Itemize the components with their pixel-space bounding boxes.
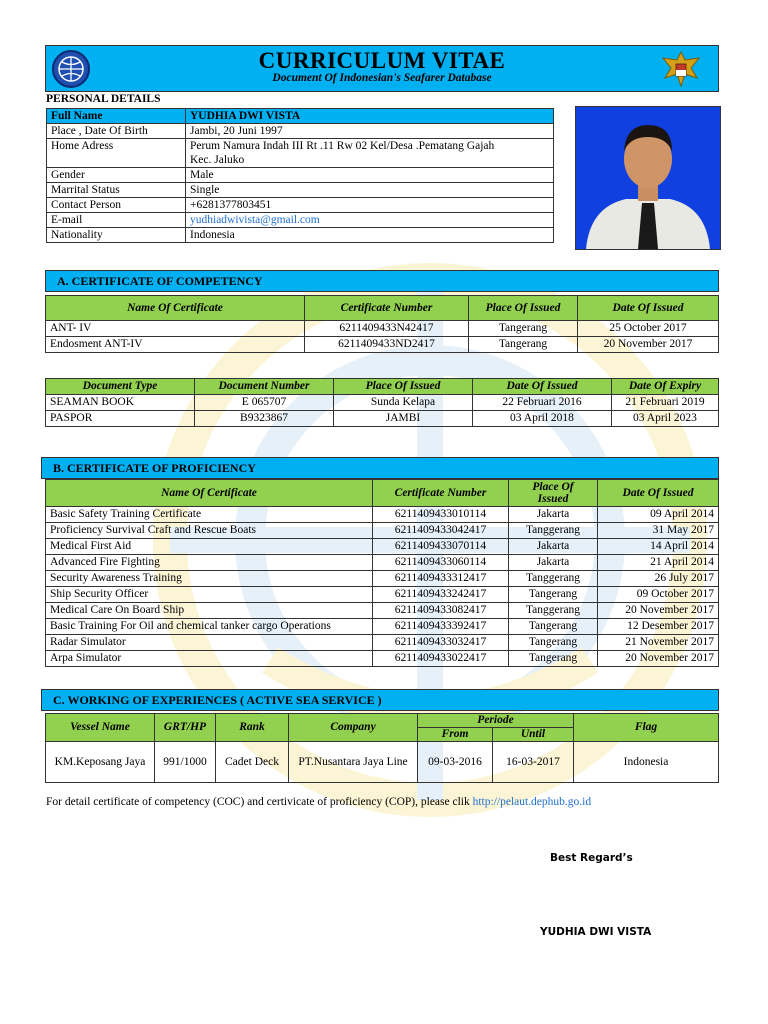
table-row (47, 139, 554, 168)
table-cell: 03 April 2018 (473, 411, 612, 427)
column-header (509, 480, 598, 507)
column-header: Vessel Name (46, 714, 155, 742)
table-cell: Medical Care On Board Ship (46, 603, 373, 619)
column-header: GRT/HP (155, 714, 216, 742)
table-header-row (46, 480, 719, 507)
table-cell: B9323867 (195, 411, 334, 427)
column-header: Document Number (195, 379, 334, 395)
table-cell: 21 April 2014 (598, 555, 719, 571)
table-cell: Tangerang (469, 321, 578, 337)
table-cell: Tangerang (509, 619, 598, 635)
home-address-value (186, 139, 554, 168)
dephub-link[interactable]: http://pelaut.dephub.go.id (472, 796, 592, 808)
field-label: E-mail (47, 213, 186, 228)
table-row (46, 635, 719, 651)
table-cell: 6211409433ND2417 (305, 337, 469, 353)
table-cell: Jakarta (509, 507, 598, 523)
column-header: Date Of Issued (598, 480, 719, 507)
column-header: Certificate Number (305, 296, 469, 321)
table-cell: Sunda Kelapa (334, 395, 473, 411)
table-cell: 21 Februari 2019 (612, 395, 719, 411)
table-cell: Tangerang (509, 587, 598, 603)
column-header: Until (493, 728, 574, 742)
column-header: Date Of Issued (578, 296, 719, 321)
table-row (47, 228, 554, 243)
table-row (46, 651, 719, 667)
table-row (46, 395, 719, 411)
table-row (46, 523, 719, 539)
field-value: Jambi, 20 Juni 1997 (186, 124, 554, 139)
column-header: Flag (574, 714, 719, 742)
field-value: Male (186, 168, 554, 183)
table-cell: 03 April 2023 (612, 411, 719, 427)
footer-note-text: For detail certificate of competency (COC) and certivicate of proficiency (COP), please clik (46, 796, 473, 808)
field-label: Nationality (47, 228, 186, 243)
table-cell: E 065707 (195, 395, 334, 411)
table-cell: Proficiency Survival Craft and Rescue Boats (46, 523, 373, 539)
table-cell: Medical First Aid (46, 539, 373, 555)
field-value: +6281377803451 (186, 198, 554, 213)
table-cell: JAMBI (334, 411, 473, 427)
table-cell: Endosment ANT-IV (46, 337, 305, 353)
column-header: Rank (216, 714, 289, 742)
table-row (46, 742, 719, 783)
table-header-row (46, 714, 719, 728)
address-line-1: Perum Namura Indah III Rt .11 Rw 02 Kel/Desa .Pematang Gajah (190, 140, 495, 152)
table-row (47, 124, 554, 139)
table-cell: 09 April 2014 (598, 507, 719, 523)
document-subtitle: Document Of Indonesian's Seafarer Database (272, 72, 492, 84)
table-cell: Indonesia (574, 742, 719, 783)
table-row (47, 168, 554, 183)
table-row (47, 109, 554, 124)
table-cell: 6211409433312417 (373, 571, 509, 587)
table-cell: 6211409433070114 (373, 539, 509, 555)
table-row (47, 183, 554, 198)
document-title: CURRICULUM VITAE (258, 48, 506, 73)
table-cell: 6211409433392417 (373, 619, 509, 635)
table-cell: 6211409433N42417 (305, 321, 469, 337)
experience-section-bar: C. WORKING OF EXPERIENCES ( ACTIVE SEA SERVICE ) (41, 689, 719, 711)
table-header-row (46, 379, 719, 395)
field-label: Gender (47, 168, 186, 183)
regards-text: Best Regard’s (550, 852, 633, 864)
table-cell: Jakarta (509, 539, 598, 555)
field-label: Marrital Status (47, 183, 186, 198)
table-cell: 31 May 2017 (598, 523, 719, 539)
table-cell: 6211409433042417 (373, 523, 509, 539)
table-cell: 6211409433010114 (373, 507, 509, 523)
table-cell: 20 November 2017 (598, 651, 719, 667)
proficiency-table (45, 479, 719, 667)
competency-table (45, 295, 719, 353)
table-cell: 6211409433060114 (373, 555, 509, 571)
column-header: Document Type (46, 379, 195, 395)
full-name-value: YUDHIA DWI VISTA (186, 109, 554, 124)
table-cell: 09-03-2016 (418, 742, 493, 783)
cv-header-banner (45, 45, 719, 92)
table-cell: PASPOR (46, 411, 195, 427)
table-cell: Radar Simulator (46, 635, 373, 651)
column-header: Place Of Issued (469, 296, 578, 321)
table-cell: Tangerang (509, 635, 598, 651)
table-cell: 6211409433242417 (373, 587, 509, 603)
table-row (46, 411, 719, 427)
table-cell: 20 November 2017 (598, 603, 719, 619)
table-cell: Tanggerang (509, 571, 598, 587)
field-value: Indonesia (186, 228, 554, 243)
address-line-2: Kec. Jaluko (190, 154, 245, 166)
garuda-emblem-icon (659, 48, 703, 90)
person-portrait-icon (576, 107, 720, 249)
column-header: Certificate Number (373, 480, 509, 507)
column-header: Name Of Certificate (46, 296, 305, 321)
table-cell: Cadet Deck (216, 742, 289, 783)
documents-table (45, 378, 719, 427)
table-row (47, 198, 554, 213)
personal-details-table (46, 108, 554, 243)
proficiency-rows (46, 507, 719, 667)
field-value: Single (186, 183, 554, 198)
email-link[interactable]: yudhiadwivista@gmail.com (190, 214, 320, 226)
table-cell: Tanggerang (509, 523, 598, 539)
table-cell: Tangerang (509, 651, 598, 667)
table-cell: KM.Keposang Jaya (46, 742, 155, 783)
table-row (46, 539, 719, 555)
table-cell: SEAMAN BOOK (46, 395, 195, 411)
table-cell: 14 April 2014 (598, 539, 719, 555)
table-row (46, 587, 719, 603)
table-cell: 991/1000 (155, 742, 216, 783)
field-label: Place , Date Of Birth (47, 124, 186, 139)
column-header: Periode (418, 714, 574, 728)
table-cell: 25 October 2017 (578, 321, 719, 337)
full-name-label: Full Name (47, 109, 186, 124)
table-row (46, 571, 719, 587)
table-row (46, 619, 719, 635)
table-cell: 6211409433032417 (373, 635, 509, 651)
column-header: Name Of Certificate (46, 480, 373, 507)
header-line: Issued (537, 493, 569, 505)
table-cell: Arpa Simulator (46, 651, 373, 667)
table-cell: Basic Safety Training Certificate (46, 507, 373, 523)
table-row (46, 337, 719, 353)
table-row (46, 321, 719, 337)
proficiency-section-bar: B. CERTIFICATE OF PROFICIENCY (41, 457, 719, 479)
table-cell: 12 Desember 2017 (598, 619, 719, 635)
signature-name: YUDHIA DWI VISTA (540, 926, 652, 938)
experience-table (45, 713, 719, 783)
table-cell: Advanced Fire Fighting (46, 555, 373, 571)
table-cell: 22 Februari 2016 (473, 395, 612, 411)
table-cell: 26 July 2017 (598, 571, 719, 587)
column-header: Date Of Expiry (612, 379, 719, 395)
footer-note (46, 796, 591, 808)
table-header-row (46, 296, 719, 321)
field-label: Home Adress (47, 139, 186, 168)
table-cell: Tangerang (469, 337, 578, 353)
table-cell: Basic Training For Oil and chemical tanker cargo Operations (46, 619, 373, 635)
table-cell: Ship Security Officer (46, 587, 373, 603)
profile-photo (575, 106, 721, 250)
table-cell: ANT- IV (46, 321, 305, 337)
table-cell: Security Awareness Training (46, 571, 373, 587)
table-cell: 16-03-2017 (493, 742, 574, 783)
table-cell: 09 October 2017 (598, 587, 719, 603)
table-cell: 21 November 2017 (598, 635, 719, 651)
column-header: Place Of Issued (334, 379, 473, 395)
table-cell: PT.Nusantara Jaya Line (289, 742, 418, 783)
table-row (46, 507, 719, 523)
ministry-globe-emblem-icon (51, 49, 91, 89)
table-row (47, 213, 554, 228)
column-header: Company (289, 714, 418, 742)
table-cell: Tanggerang (509, 603, 598, 619)
column-header: Date Of Issued (473, 379, 612, 395)
competency-section-bar: A. CERTIFICATE OF COMPETENCY (45, 270, 719, 292)
table-row (46, 603, 719, 619)
personal-details-label: PERSONAL DETAILS (46, 93, 161, 105)
table-cell: 20 November 2017 (578, 337, 719, 353)
table-cell: 6211409433082417 (373, 603, 509, 619)
column-header: From (418, 728, 493, 742)
table-cell: Jakarta (509, 555, 598, 571)
field-label: Contact Person (47, 198, 186, 213)
table-cell: 6211409433022417 (373, 651, 509, 667)
header-line: Place Of (532, 481, 574, 493)
table-row (46, 555, 719, 571)
